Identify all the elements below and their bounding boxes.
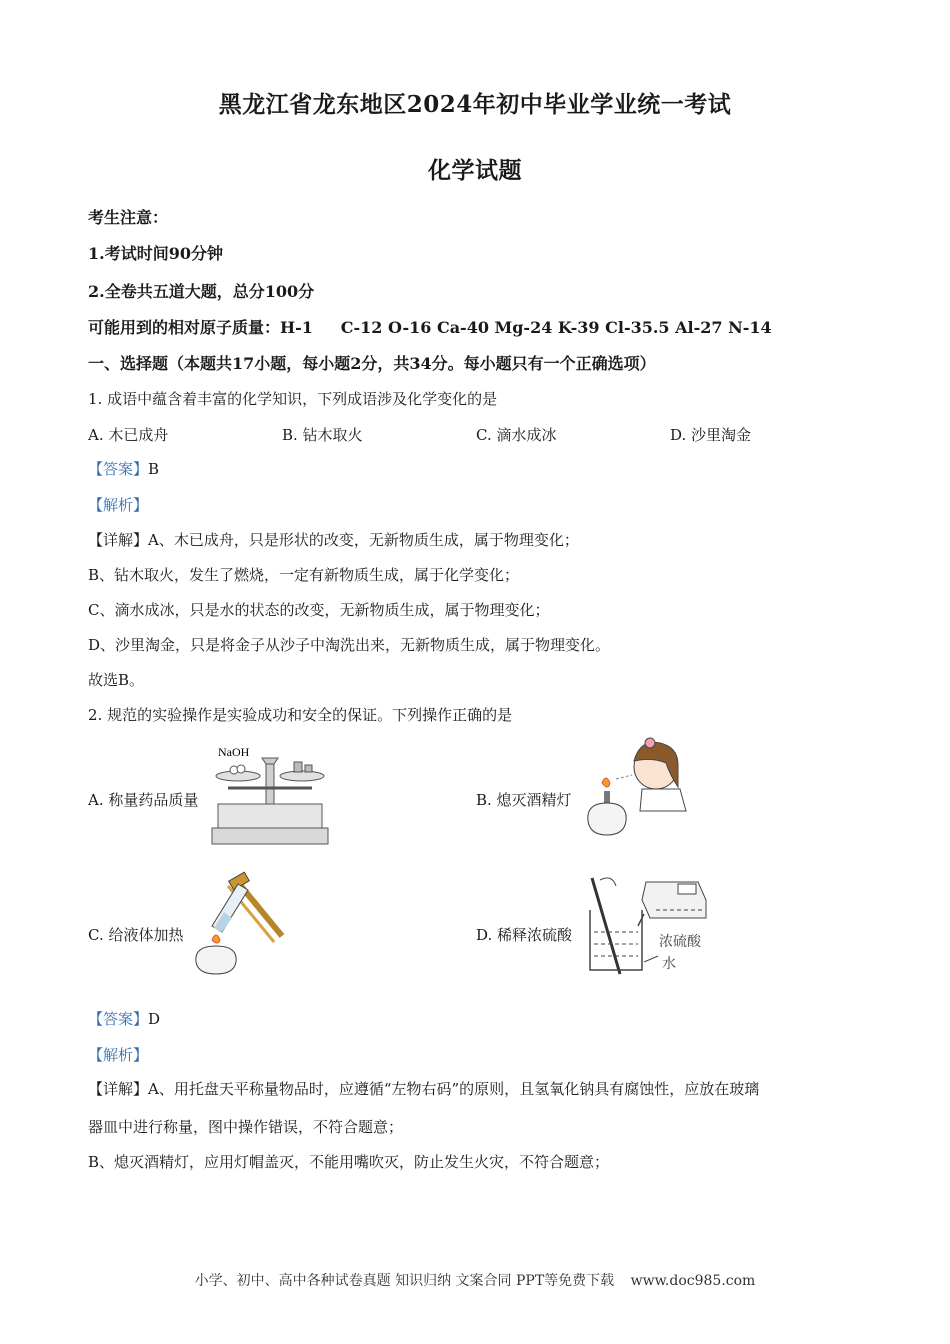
detail-line bbox=[88, 529, 579, 550]
option-c: C. 滴水成冰 bbox=[476, 426, 557, 444]
footer-url[interactable]: www.doc985.com bbox=[630, 1273, 756, 1289]
notice-item: 2.全卷共五道大题，总分100分 bbox=[88, 282, 315, 301]
exam-subtitle: 化学试题 bbox=[428, 157, 522, 184]
page-footer bbox=[0, 1270, 950, 1290]
section-heading: 一、选择题（本题共17小题，每小题2分，共34分。每小题只有一个正确选项） bbox=[88, 354, 656, 373]
answer-tag: 【答案】 bbox=[88, 460, 149, 478]
answer-value: B bbox=[148, 460, 160, 478]
answer-line bbox=[88, 458, 159, 479]
question-stem: 2. 规范的实验操作是实验成功和安全的保证。下列操作正确的是 bbox=[88, 706, 513, 724]
option-a: A. 木已成舟 bbox=[88, 426, 169, 444]
detail-line: 器皿中进行称量，图中操作错误，不符合题意； bbox=[88, 1118, 404, 1136]
detail-line bbox=[88, 1078, 759, 1099]
option-b: B. 熄灭酒精灯 bbox=[476, 791, 572, 809]
acid-label: 浓硫酸 bbox=[659, 933, 701, 949]
blow-lamp-figure bbox=[580, 735, 690, 843]
option-a: A. 称量药品质量 bbox=[88, 791, 199, 809]
atomic-masses: 可能用到的相对原子质量：H-1 C-12 O-16 Ca-40 Mg-24 K-39 Cl-35.5 Al-27 N-14 bbox=[88, 318, 772, 337]
analysis-tag: 【解析】 bbox=[88, 1046, 149, 1064]
option-c: C. 给液体加热 bbox=[88, 926, 184, 944]
answer-line bbox=[88, 1008, 160, 1029]
exam-title: 黑龙江省龙东地区2024年初中毕业学业统一考试 bbox=[218, 91, 732, 118]
heat-liquid-figure bbox=[190, 870, 290, 978]
detail-tag: 【详解】 bbox=[88, 1080, 149, 1098]
analysis-tag: 【解析】 bbox=[88, 496, 149, 514]
detail-line: B、熄灭酒精灯，应用灯帽盖灭，不能用嘴吹灭，防止发生火灾，不符合题意； bbox=[88, 1153, 610, 1171]
notice-heading: 考生注意： bbox=[88, 208, 169, 227]
detail-line: B、钻木取火，发生了燃烧，一定有新物质生成，属于化学变化； bbox=[88, 566, 520, 584]
balance-figure bbox=[208, 740, 332, 848]
answer-tag: 【答案】 bbox=[88, 1010, 149, 1028]
option-d: D. 稀释浓硫酸 bbox=[476, 926, 573, 944]
notice-item: 1.考试时间90分钟 bbox=[88, 244, 223, 263]
option-b: B. 钻木取火 bbox=[282, 426, 363, 444]
detail-tag: 【详解】 bbox=[88, 531, 149, 549]
footer-text: 小学、初中、高中各种试卷真题 知识归纳 文案合同 PPT等免费下载 bbox=[194, 1273, 615, 1289]
detail-text: A、木已成舟，只是形状的改变，无新物质生成，属于物理变化； bbox=[148, 531, 579, 549]
detail-line: C、滴水成冰，只是水的状态的改变，无新物质生成，属于物理变化； bbox=[88, 601, 550, 619]
answer-value: D bbox=[148, 1010, 161, 1028]
detail-text: A、用托盘天平称量物品时，应遵循“左物右码”的原则，且氢氧化钠具有腐蚀性，应放在玻璃 bbox=[148, 1080, 760, 1098]
detail-line: 故选B。 bbox=[88, 671, 145, 689]
detail-line: D、沙里淘金，只是将金子从沙子中淘洗出来，无新物质生成，属于物理变化。 bbox=[88, 636, 611, 654]
question-stem: 1. 成语中蕴含着丰富的化学知识，下列成语涉及化学变化的是 bbox=[88, 390, 498, 408]
dilute-acid-figure bbox=[586, 870, 716, 980]
water-label: 水 bbox=[662, 955, 676, 971]
naoh-label: NaOH bbox=[218, 745, 250, 759]
option-d: D. 沙里淘金 bbox=[670, 426, 752, 444]
